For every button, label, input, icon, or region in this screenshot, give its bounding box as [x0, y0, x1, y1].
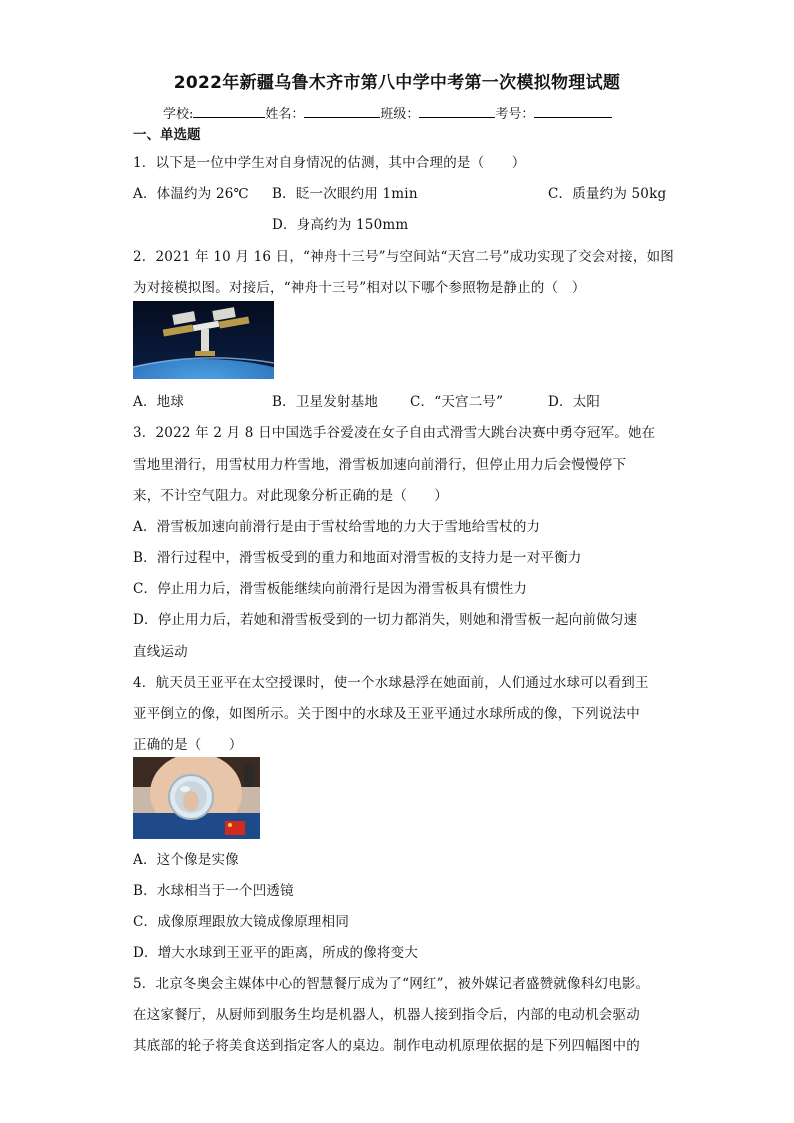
q3-option-c: C．停止用力后，滑雪板能继续向前滑行是因为滑雪板具有惯性力 [133, 581, 528, 597]
name-blank[interactable] [304, 105, 380, 118]
q3-stem-line2: 雪地里滑行，用雪杖用力杵雪地，滑雪板加速向前滑行，但停止用力后会慢慢停下 [133, 457, 627, 473]
q2-option-a: A．地球 [133, 394, 185, 410]
q1-option-d: D．身高约为 150mm [272, 217, 409, 233]
q2-stem-line1: 2．2021 年 10 月 16 日，“神舟十三号”与空间站“天宫二号”成功实现了交会对接，如图 [133, 249, 674, 265]
q4-option-b: B．水球相当于一个凹透镜 [133, 883, 294, 899]
student-info-line [163, 103, 612, 122]
q1-option-b: B．眨一次眼约用 1min [272, 186, 418, 202]
school-blank[interactable] [193, 105, 265, 118]
q3-option-d-line1: D．停止用力后，若她和滑雪板受到的一切力都消失，则她和滑雪板一起向前做匀速 [133, 612, 638, 628]
q5-stem-line2: 在这家餐厅，从厨师到服务生均是机器人，机器人接到指令后，内部的电动机会驱动 [133, 1007, 640, 1023]
q3-stem-line3: 来，不计空气阻力。对此现象分析正确的是（ ） [133, 488, 449, 504]
space-station-illustration [133, 301, 274, 379]
page-title: 2022年新疆乌鲁木齐市第八中学中考第一次模拟物理试题 [173, 73, 621, 93]
class-label: 班级： [380, 107, 420, 122]
q2-stem-line2: 为对接模拟图。对接后，“神舟十三号”相对以下哪个参照物是静止的（ ） [133, 280, 586, 296]
q4-stem-line1: 4．航天员王亚平在太空授课时，使一个水球悬浮在她面前，人们通过水球可以看到王 [133, 675, 649, 691]
q4-option-d: D．增大水球到王亚平的距离，所成的像将变大 [133, 945, 419, 961]
q3-option-a: A．滑雪板加速向前滑行是由于雪杖给雪地的力大于雪地给雪杖的力 [133, 519, 541, 535]
school-label: 学校: [163, 107, 194, 122]
q4-option-c: C．成像原理跟放大镜成像原理相同 [133, 914, 350, 930]
water-ball-photo [133, 757, 260, 839]
q2-option-c: C．“天宫二号” [410, 394, 504, 410]
name-label: 姓名： [265, 107, 305, 122]
space-station-docking-image [133, 301, 274, 379]
q4-stem-line2: 亚平倒立的像，如图所示。关于图中的水球及王亚平通过水球所成的像，下列说法中 [133, 706, 640, 722]
section-heading: 一、单选题 [133, 127, 201, 143]
q5-stem-line3: 其底部的轮子将美食送到指定客人的桌边。制作电动机原理依据的是下列四幅图中的 [133, 1038, 640, 1054]
q1-stem: 1．以下是一位中学生对自身情况的估测，其中合理的是（ ） [133, 155, 526, 171]
water-ball-image [133, 757, 260, 839]
q3-option-d-line2: 直线运动 [133, 644, 188, 660]
class-blank[interactable] [419, 105, 495, 118]
exam-no-blank[interactable] [534, 105, 612, 118]
exam-no-label: 考号： [495, 107, 535, 122]
q3-stem-line1: 3．2022 年 2 月 8 日中国选手谷爱凌在女子自由式滑雪大跳台决赛中勇夺冠军。她在 [133, 425, 656, 441]
q1-option-a: A．体温约为 26℃ [133, 186, 249, 202]
q4-option-a: A．这个像是实像 [133, 852, 239, 868]
q4-stem-line3: 正确的是（ ） [133, 737, 243, 753]
q2-option-b: B．卫星发射基地 [272, 394, 379, 410]
q5-stem-line1: 5．北京冬奥会主媒体中心的智慧餐厅成为了“网红”，被外媒记者盛赞就像科幻电影。 [133, 976, 650, 992]
q3-option-b: B．滑行过程中，滑雪板受到的重力和地面对滑雪板的支持力是一对平衡力 [133, 550, 582, 566]
q2-option-d: D．太阳 [548, 394, 601, 410]
q1-option-c: C．质量约为 50kg [548, 186, 667, 202]
